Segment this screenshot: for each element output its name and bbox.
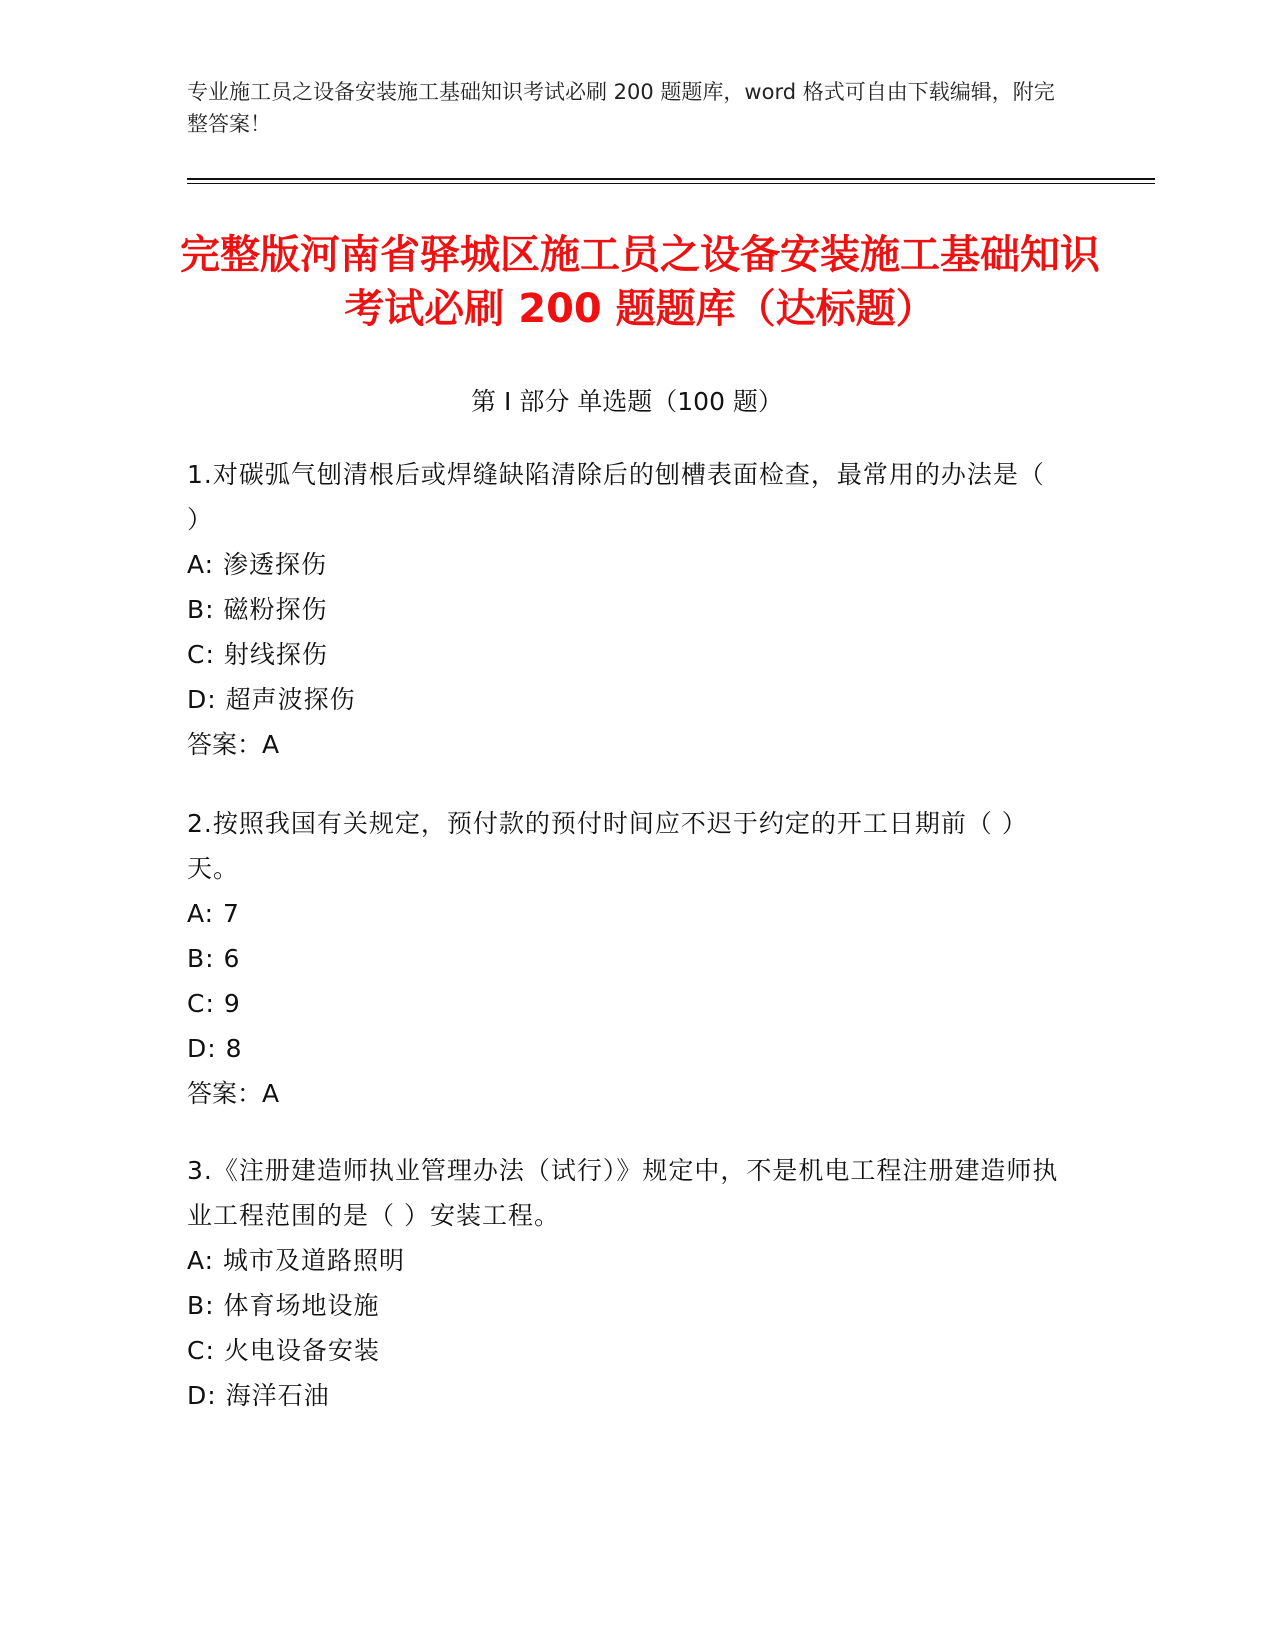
option-c: C: 射线探伤 bbox=[187, 640, 328, 669]
question-1 bbox=[187, 452, 1067, 767]
question-stem: 2.按照我国有关规定，预付款的预付时间应不迟于约定的开工日期前（ ）天。 bbox=[187, 809, 1028, 883]
question-stem: 1.对碳弧气刨清根后或焊缝缺陷清除后的刨槽表面检查，最常用的办法是（ ） bbox=[187, 460, 1045, 534]
question-2 bbox=[187, 801, 1067, 1116]
option-a: A: 城市及道路照明 bbox=[187, 1246, 406, 1275]
answer-label: 答案： bbox=[187, 730, 263, 759]
answer-line bbox=[187, 1071, 1067, 1116]
option-b: B: 磁粉探伤 bbox=[187, 595, 328, 624]
header-note: 专业施工员之设备安装施工基础知识考试必刷 200 题题库，word 格式可自由下载编辑，附完整答案！ bbox=[187, 80, 1055, 136]
option-c: C: 火电设备安装 bbox=[187, 1336, 380, 1365]
header-divider-thick bbox=[187, 178, 1155, 180]
option-d: D: 超声波探伤 bbox=[187, 685, 356, 714]
answer-line bbox=[187, 722, 1067, 767]
option-a: A: 渗透探伤 bbox=[187, 550, 328, 579]
section-title: 第 I 部分 单选题（100 题） bbox=[471, 387, 783, 416]
answer-value: A bbox=[262, 730, 280, 759]
option-d: D: 海洋石油 bbox=[187, 1381, 330, 1410]
option-c: C: 9 bbox=[187, 989, 241, 1018]
answer-value: A bbox=[262, 1079, 280, 1108]
option-d: D: 8 bbox=[187, 1034, 243, 1063]
option-a: A: 7 bbox=[187, 899, 240, 928]
question-stem: 3.《注册建造师执业管理办法（试行）》规定中，不是机电工程注册建造师执业工程范围的是（ ）安装工程。 bbox=[187, 1156, 1059, 1230]
question-3 bbox=[187, 1148, 1067, 1418]
option-b: B: 6 bbox=[187, 944, 241, 973]
answer-label: 答案： bbox=[187, 1079, 263, 1108]
header-divider-thin bbox=[187, 183, 1155, 184]
option-b: B: 体育场地设施 bbox=[187, 1291, 380, 1320]
document-title: 完整版河南省驿城区施工员之设备安装施工基础知识考试必刷 200 题题库（达标题） bbox=[180, 232, 1100, 332]
